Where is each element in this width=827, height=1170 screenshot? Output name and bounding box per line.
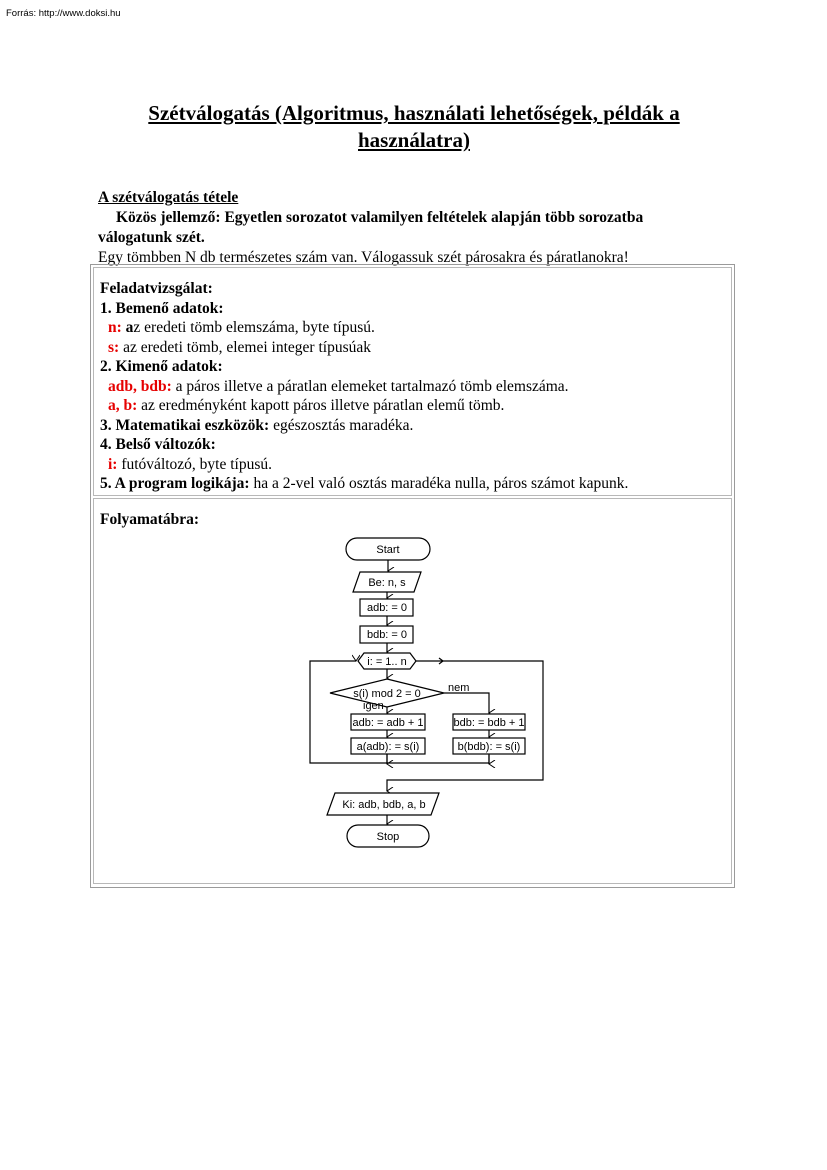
inc-adb-label: adb: = adb + 1	[352, 717, 424, 729]
source-note: Forrás: http://www.doksi.hu	[6, 8, 121, 19]
set-a-label: a(adb): = s(i)	[356, 741, 420, 753]
title-line-1: Szétválogatás (Algoritmus, használati lehetőségek, példák a	[148, 101, 680, 125]
init-adb-label: adb: = 0	[366, 602, 408, 614]
var-s-desc: az eredeti tömb, elemei integer típusúak	[119, 338, 371, 356]
flowchart-heading: Folyamatábra:	[100, 511, 200, 528]
no-label: nem	[448, 682, 470, 694]
math-desc: egészosztás maradéka.	[269, 416, 414, 434]
var-adb-bdb: adb, bdb:	[108, 377, 172, 395]
key-feature-text: Egyetlen sorozatot valamilyen feltételek alapján több sorozatba	[220, 209, 644, 226]
title-line-2: használatra)	[358, 128, 470, 152]
flowchart-diagram	[94, 499, 733, 883]
var-s: s:	[108, 338, 120, 356]
key-feature-label: Közös jellemző:	[116, 209, 221, 226]
analysis-heading: Feladatvizsgálat:	[100, 280, 213, 297]
inc-bdb-label: bdb: = bdb + 1	[453, 717, 525, 729]
init-bdb-label: bdb: = 0	[366, 629, 408, 641]
inner-vars-heading: 4. Belső változók:	[100, 436, 216, 453]
var-a-b: a, b:	[108, 397, 138, 414]
flowchart-cell	[93, 498, 732, 884]
yes-label: igen	[363, 700, 384, 712]
page-title	[100, 100, 728, 154]
logic-desc: ha a 2-vel való osztás maradéka nulla, páros számot kapunk.	[249, 475, 629, 492]
output-label: Ki: adb, bdb, a, b	[342, 799, 426, 811]
condition-label: s(i) mod 2 = 0	[353, 688, 421, 700]
var-i-desc: futóváltozó, byte típusú.	[117, 455, 273, 473]
loop-label: i: = 1.. n	[367, 656, 407, 668]
input-heading: 1. Bemenő adatok:	[100, 299, 224, 317]
section-heading: A szétválogatás tétele	[98, 189, 239, 206]
content-table	[90, 264, 735, 888]
task-statement: Egy tömbben N db természetes szám van. Válogassuk szét párosakra és páratlanokra!	[98, 249, 629, 266]
intro-section	[98, 188, 738, 268]
var-n-desc: z eredeti tömb elemszáma, byte típusú.	[133, 319, 375, 336]
var-n-bold: a	[121, 319, 134, 336]
var-adb-bdb-desc: a páros illetve a páratlan elemeket tartalmazó tömb elemszáma.	[171, 377, 569, 395]
key-feature-text-cont: válogatunk szét.	[98, 229, 205, 246]
var-n: n:	[108, 319, 122, 336]
analysis-cell	[93, 267, 732, 496]
logic-heading: 5. A program logikája:	[100, 475, 250, 492]
stop-label: Stop	[376, 831, 400, 843]
var-a-b-desc: az eredményként kapott páros illetve páratlan elemű tömb.	[137, 397, 505, 414]
output-heading: 2. Kimenő adatok:	[100, 358, 223, 375]
math-heading: 3. Matematikai eszközök:	[100, 416, 270, 434]
input-label: Be: n, s	[368, 577, 406, 589]
var-i: i:	[108, 455, 118, 473]
start-label: Start	[376, 544, 400, 556]
set-b-label: b(bdb): = s(i)	[457, 741, 521, 753]
